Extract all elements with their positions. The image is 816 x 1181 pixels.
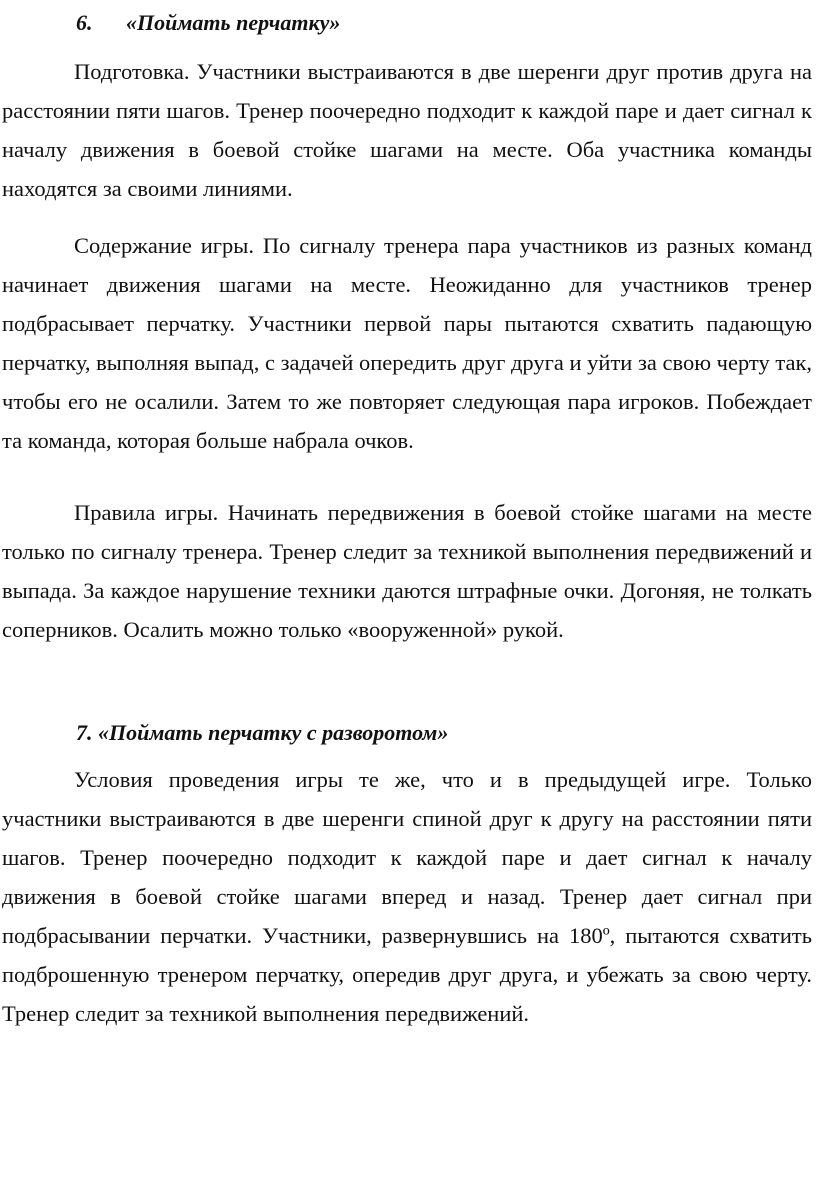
section-6-preparation-paragraph: Подготовка. Участники выстраиваются в две шеренги друг против друга на расстоянии пяти шагов. Тренер поочередно подходит к каждой паре и дает сигнал к началу движения в боевой стойке шагами на месте. Оба участника команды находятся за своими линиями. bbox=[2, 59, 812, 201]
section-6-number: 6. bbox=[76, 10, 93, 35]
section-6-title: «Поймать перчатку» bbox=[126, 10, 341, 35]
section-6-content-paragraph: Содержание игры. По сигналу тренера пара участников из разных команд начинает движения шагами на месте. Неожиданно для участников тренер подбрасывает перчатку. Участники первой пары пытаются схватить падающую перчатку, выполняя выпад, с задачей опередить друг друга и уйти за свою черту так, чтобы его не осалили. Затем то же повторяет следующая пара игроков. Побеждает та команда, которая больше набрала очков. bbox=[2, 233, 812, 453]
section-7-heading: 7. «Поймать перчатку с разворотом» bbox=[76, 720, 449, 745]
section-7-conditions-paragraph: Условия проведения игры те же, что и в предыдущей игре. Только участники выстраиваются в две шеренги спиной друг к другу на расстоянии пяти шагов. Тренер поочередно подходит к каждой паре и дает сигнал к началу движения в боевой стойке шагами вперед и назад. Тренер дает сигнал при подбрасывании перчатки. Участники, развернувшись на 180º, пытаются схватить подброшенную тренером перчатку, опередив друг друга, и убежать за свою черту. Тренер следит за техникой выполнения передвижений. bbox=[2, 767, 812, 1026]
section-6-heading bbox=[76, 4, 340, 41]
section-6-rules-paragraph: Правила игры. Начинать передвижения в боевой стойке шагами на месте только по сигналу тренера. Тренер следит за техникой выполнения передвижений и выпада. За каждое нарушение техники даются штрафные очки. Догоняя, не толкать соперников. Осалить можно только «вооруженной» рукой. bbox=[2, 500, 812, 642]
